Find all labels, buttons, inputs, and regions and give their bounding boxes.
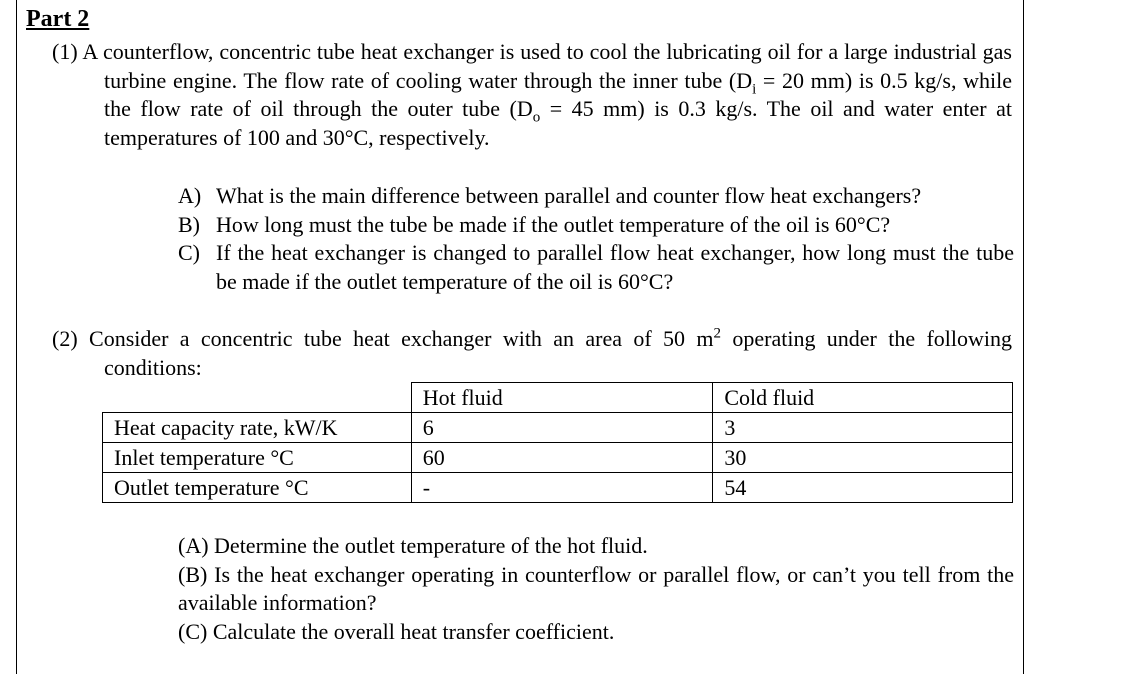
table-cell: Heat capacity rate, kW/K: [103, 413, 412, 443]
problem-2-statement: (2) Consider a concentric tube heat exchanger with an area of 50 $m^2$ operating under the following conditions:: [52, 325, 1013, 380]
table-cell: -: [411, 473, 713, 503]
problem-1-number: (1): [52, 39, 78, 64]
question-2b: (B) Is the heat exchanger operating in counterflow or parallel flow, or can’t you tell from the available information?: [178, 561, 1014, 615]
table-cell: 54: [713, 473, 1013, 503]
problem-1-statement: (1) A counterflow, concentric tube heat exchanger is used to cool the lubricating oil for a large industrial gas turbine engine. The flow rate of cooling water through the inner tube ($D_i = 20$ mm) is 0.5 kg/s, while the flow rate of oil through the outer tube ($D_o = 45$ mm) is 0.3 kg/s. The oil and water enter at temperatures of 100 and 30°C, respectively.: [52, 39, 1012, 150]
table-header-row: [103, 383, 1013, 413]
table-cell: 60: [411, 443, 713, 473]
table-cell: Outlet temperature °C: [103, 473, 412, 503]
table-cell: Inlet temperature °C: [103, 443, 412, 473]
table-cell: 6: [411, 413, 713, 443]
question-1a: A) What is the main difference between parallel and counter flow heat exchangers?: [178, 183, 922, 208]
question-2c: (C) Calculate the overall heat transfer coefficient.: [178, 618, 615, 644]
problem-1-questions: [178, 182, 1014, 296]
problem-2-number: (2): [52, 326, 78, 351]
table-header-cell: Hot fluid: [411, 383, 713, 413]
question-2a: (A) Determine the outlet temperature of the hot fluid.: [178, 533, 648, 558]
question-1c: C) If the heat exchanger is changed to parallel flow heat exchanger, how long must the tube be made if the outlet temperature of the oil is 60°C?: [178, 240, 1014, 294]
table-row: [103, 413, 1013, 443]
table-row: [103, 473, 1013, 503]
table-cell: 3: [713, 413, 1013, 443]
table-header-cell: Cold fluid: [713, 383, 1013, 413]
problem-1: [52, 38, 1012, 152]
table-row: [103, 443, 1013, 473]
problem-2: [52, 325, 1012, 382]
table-cell: 30: [713, 443, 1013, 473]
problem-2-questions: [178, 532, 1014, 646]
table-header-cell: [103, 383, 412, 413]
page-title: Part 2: [26, 6, 90, 32]
conditions-table: [102, 382, 1013, 503]
question-1b: B) How long must the tube be made if the outlet temperature of the oil is 60°C?: [178, 211, 891, 237]
